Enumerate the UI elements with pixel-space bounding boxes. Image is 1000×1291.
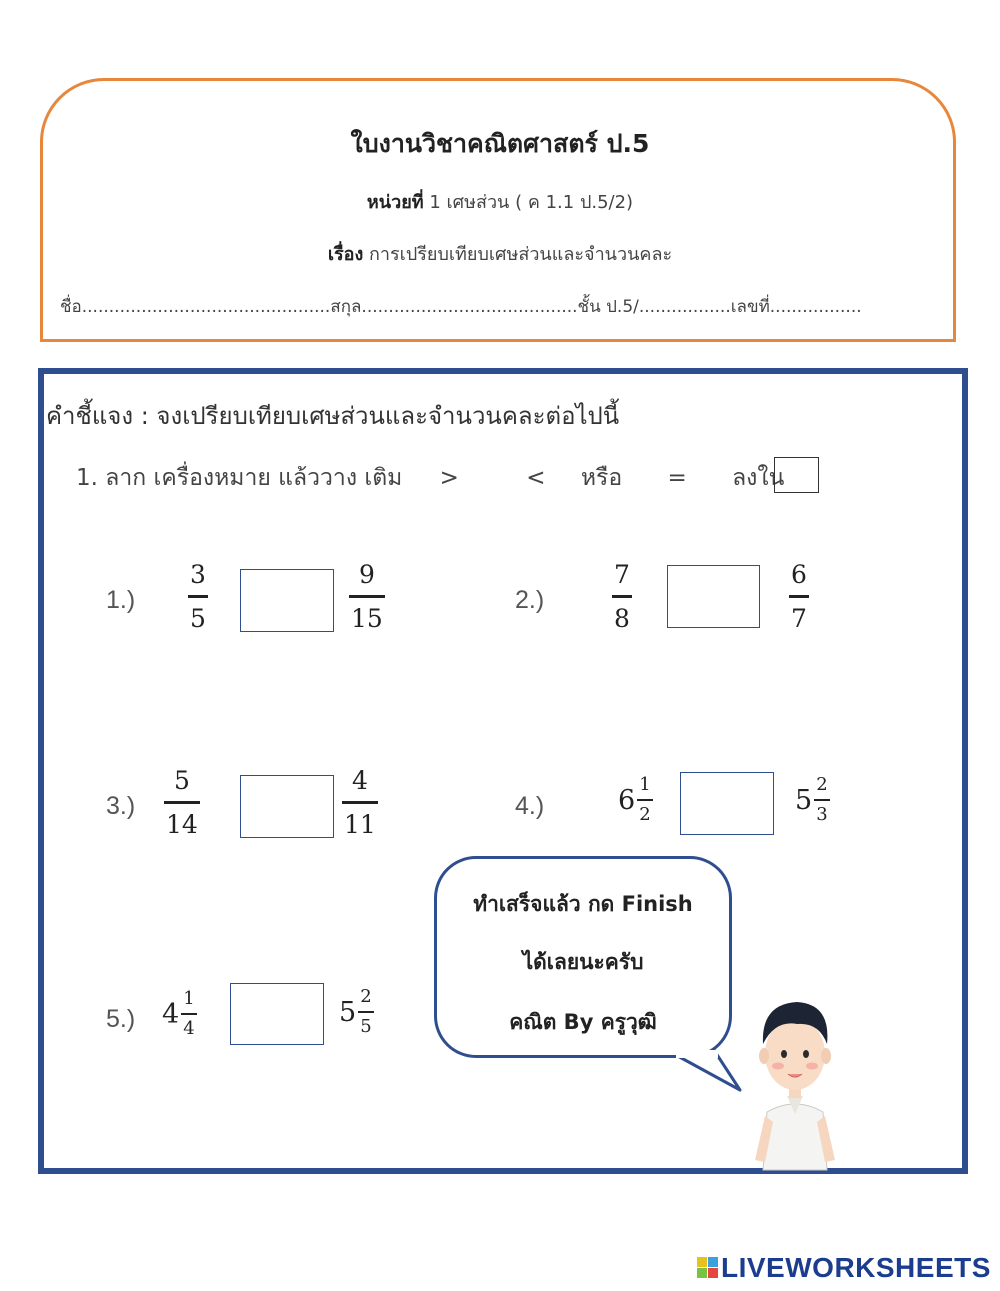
- numerator: 1: [639, 774, 651, 795]
- problem-1-label: 1.): [106, 586, 136, 614]
- question-1-suffix: ลงใน: [732, 465, 785, 491]
- denominator: 14: [166, 809, 198, 839]
- denominator: 11: [344, 809, 376, 839]
- problem-2-right-fraction: [789, 562, 809, 631]
- unit-line: [0, 187, 1000, 216]
- fraction-bar: [342, 801, 378, 804]
- problem-3-answer-box[interactable]: [240, 775, 334, 838]
- student-info-row: ชื่อ..............................................สกุล........................................ชั้น ป.5/.................เลขที่.................: [60, 297, 862, 317]
- problem-5-right-mixed-number: [339, 988, 374, 1036]
- fraction: [181, 990, 196, 1038]
- symbol-equals[interactable]: =: [667, 465, 687, 491]
- problem-4-label: 4.): [515, 792, 545, 820]
- denominator: 7: [791, 603, 807, 633]
- numerator: 9: [358, 560, 375, 589]
- numerator: 6: [791, 560, 807, 589]
- denominator: 4: [183, 1018, 195, 1039]
- problem-5-answer-box[interactable]: [230, 983, 324, 1045]
- problem-2-left-fraction: [612, 562, 632, 631]
- problem-1-right-fraction: [349, 562, 385, 631]
- denominator: 5: [360, 1016, 372, 1037]
- problem-4-left-mixed-number: [618, 776, 653, 824]
- liveworksheets-logo: [697, 1252, 991, 1284]
- numerator: 7: [614, 560, 630, 589]
- fraction-bar: [637, 799, 652, 801]
- symbol-greater-than[interactable]: >: [439, 465, 459, 491]
- bubble-line-2: ได้เลยนะครับ: [522, 950, 644, 974]
- unit-text: 1 เศษส่วน ( ค 1.1 ป.5/2): [423, 192, 634, 213]
- fraction-bar: [181, 1013, 196, 1015]
- fraction: [358, 988, 373, 1036]
- fraction-bar: [349, 595, 385, 598]
- whole-number: 4: [162, 998, 180, 1030]
- numerator: 1: [183, 988, 195, 1009]
- symbol-less-than[interactable]: <: [526, 465, 546, 491]
- problem-3-left-fraction: [164, 768, 200, 837]
- numerator: 2: [360, 986, 372, 1007]
- denominator: 8: [614, 603, 630, 633]
- problem-3-label: 3.): [106, 792, 136, 820]
- numerator: 3: [190, 560, 206, 589]
- fraction-bar: [164, 801, 200, 804]
- fraction-bar: [612, 595, 632, 598]
- denominator: 15: [351, 603, 383, 633]
- problem-1-answer-box[interactable]: [240, 569, 334, 632]
- question-1-prefix: 1. ลาก เครื่องหมาย แล้ววาง เติม: [76, 465, 403, 491]
- instructions: คำชี้แจง : จงเปรียบเทียบเศษส่วนและจำนวนคละต่อไปนี้: [46, 402, 620, 430]
- fraction: [814, 776, 829, 824]
- sample-answer-box: [774, 457, 819, 493]
- problem-5-label: 5.): [106, 1005, 136, 1033]
- worksheet-title: ใบงานวิชาคณิตศาสตร์ ป.5: [350, 129, 650, 158]
- fraction-bar: [358, 1011, 373, 1013]
- denominator: 3: [816, 804, 828, 825]
- problem-5-left-mixed-number: [162, 990, 197, 1038]
- topic-label: เรื่อง: [327, 244, 364, 265]
- problem-4-answer-box[interactable]: [680, 772, 774, 835]
- bubble-tail-joint: [676, 1050, 726, 1062]
- unit-label: หน่วยที่: [366, 192, 424, 213]
- logo-icon: [697, 1257, 719, 1279]
- fraction-bar: [814, 799, 829, 801]
- numerator: 2: [816, 774, 828, 795]
- problem-2-label: 2.): [515, 586, 545, 614]
- bubble-line-3: คณิต By ครูวุฒิ: [509, 1010, 657, 1034]
- fraction-bar: [188, 595, 208, 598]
- whole-number: 5: [795, 784, 813, 816]
- or-word: หรือ: [580, 465, 623, 491]
- fraction: [637, 776, 652, 824]
- teacher-character-illustration: [745, 992, 845, 1172]
- denominator: 5: [190, 603, 206, 633]
- denominator: 2: [639, 804, 651, 825]
- problem-1-left-fraction: [188, 562, 208, 631]
- whole-number: 5: [339, 996, 357, 1028]
- problem-4-right-mixed-number: [795, 776, 830, 824]
- numerator: 5: [173, 766, 190, 795]
- fraction-bar: [789, 595, 809, 598]
- bubble-line-1: ทำเสร็จแล้ว กด Finish: [473, 892, 693, 916]
- topic-text: การเปรียบเทียบเศษส่วนและจำนวนคละ: [363, 244, 673, 265]
- problem-3-right-fraction: [342, 768, 378, 837]
- whole-number: 6: [618, 784, 636, 816]
- logo-text: LIVEWORKSHEETS: [721, 1252, 991, 1283]
- question-1-text: [76, 460, 784, 496]
- numerator: 4: [351, 766, 368, 795]
- problem-2-answer-box[interactable]: [667, 565, 760, 628]
- topic-line: [0, 239, 1000, 268]
